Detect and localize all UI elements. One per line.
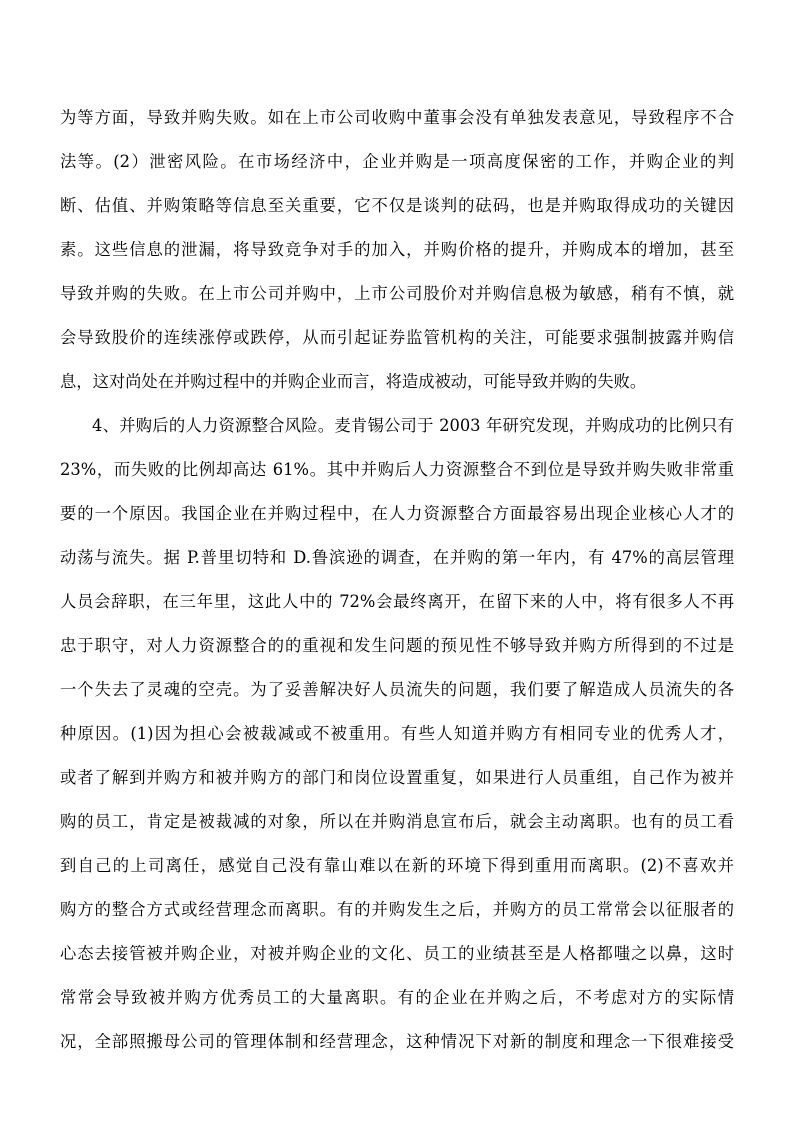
text-line: 会导致股价的连续涨停或跌停，从而引起证券监管机构的关注，可能要求强制披露并购信	[60, 328, 734, 347]
text-line: 导致并购的失败。在上市公司并购中，上市公司股价对并购信息极为敏感，稍有不慎，就	[60, 284, 734, 303]
text-line: 心态去接管被并购企业，对被并购企业的文化、员工的业绩甚至是人格都嗤之以鼻，这时	[60, 944, 734, 963]
text-line: 23%，而失败的比例却高达 61%。其中并购后人力资源整合不到位是导致并购失败非常重	[60, 460, 734, 479]
text-line: 种原因。(1)因为担心会被裁减或不被重用。有些人知道并购方有相同专业的优秀人才，	[60, 724, 734, 743]
text-line: 法等。(2）泄密风险。在市场经济中，企业并购是一项高度保密的工作，并购企业的判	[60, 152, 734, 171]
text-line: 忠于职守，对人力资源整合的的重视和发生问题的预见性不够导致并购方所得到的不过是	[60, 636, 734, 655]
text-line: 常常会导致被并购方优秀员工的大量离职。有的企业在并购之后，不考虑对方的实际情	[60, 988, 734, 1007]
text-line: 到自己的上司离任，感觉自己没有靠山难以在新的环境下得到重用而离职。(2)不喜欢并	[60, 856, 734, 875]
text-line: 或者了解到并购方和被并购方的部门和岗位设置重复，如果进行人员重组，自己作为被并	[60, 768, 734, 787]
paragraph-last-line: 息，这对尚处在并购过程中的并购企业而言，将造成被动，可能导致并购的失败。	[60, 372, 647, 391]
text-line: 动荡与流失。据 P.普里切特和 D.鲁滨逊的调查，在并购的第一年内，有 47%的高层管理	[60, 548, 734, 567]
text-line: 要的一个原因。我国企业在并购过程中，在人力资源整合方面最容易出现企业核心人才的	[60, 504, 734, 523]
text-line: 况，全部照搬母公司的管理体制和经营理念，这种情况下对新的制度和理念一下很难接受	[60, 1032, 734, 1051]
paragraph-first-line: 4、并购后的人力资源整合风险。麦肯锡公司于 2003 年研究发现，并购成功的比例只有	[92, 416, 734, 435]
text-line: 断、估值、并购策略等信息至关重要，它不仅是谈判的砝码，也是并购取得成功的关键因	[60, 196, 734, 215]
text-line: 购的员工，肯定是被裁减的对象，所以在并购消息宣布后，就会主动离职。也有的员工看	[60, 812, 734, 831]
text-line: 为等方面，导致并购失败。如在上市公司收购中董事会没有单独发表意见，导致程序不合	[60, 108, 734, 127]
text-line: 素。这些信息的泄漏，将导致竞争对手的加入，并购价格的提升，并购成本的增加，甚至	[60, 240, 734, 259]
text-line: 一个失去了灵魂的空壳。为了妥善解决好人员流失的问题，我们要了解造成人员流失的各	[60, 680, 734, 699]
text-line: 人员会辞职，在三年里，这此人中的 72%会最终离开，在留下来的人中，将有很多人不再	[60, 592, 734, 611]
text-line: 购方的整合方式或经营理念而离职。有的并购发生之后，并购方的员工常常会以征服者的	[60, 900, 734, 919]
